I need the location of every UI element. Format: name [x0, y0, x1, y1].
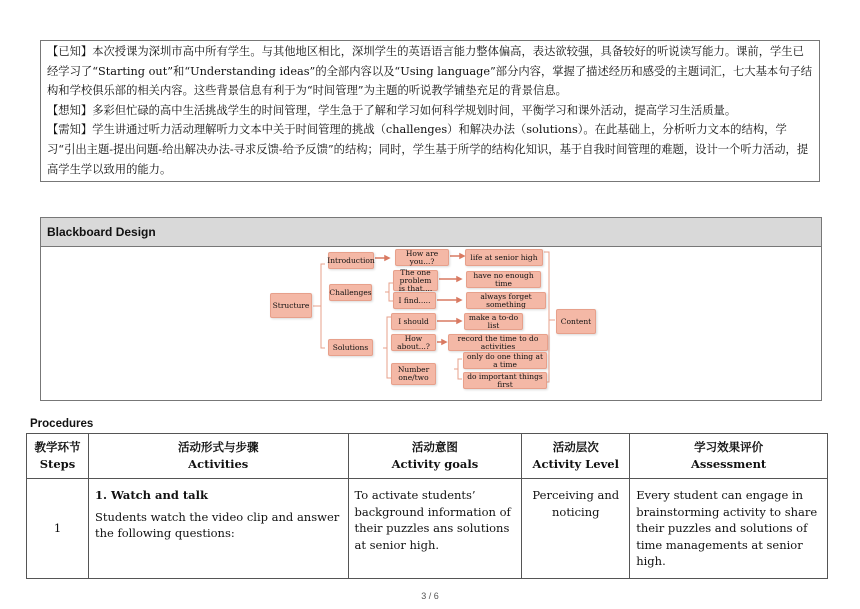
header-activities: 活动形式与步骤 Activities — [88, 434, 348, 479]
node-record-time: record the time to do activities — [448, 334, 548, 351]
number-brace — [454, 359, 462, 379]
cell-level: Perceiving and noticing — [522, 479, 630, 579]
node-introduction: Introduction — [328, 252, 374, 269]
node-always-forget: always forget something — [466, 292, 546, 309]
challenges-brace — [385, 283, 393, 301]
node-how-are-you: How are you...? — [395, 249, 449, 266]
structure-brace — [313, 264, 325, 348]
node-no-enough-time: have no enough time — [466, 271, 541, 288]
activity-title: 1. Watch and talk — [94, 488, 208, 502]
cell-step: 1 — [27, 479, 89, 579]
blackboard-design-title: Blackboard Design — [41, 218, 821, 247]
node-i-find: I find..... — [393, 292, 436, 309]
known-paragraph: 【已知】本次授课为深圳市高中所有学生。与其他地区相比，深圳学生的英语语言能力整体偏高，表达欲较强，具备较好的听说读写能力。课前，学生已经学习了“Starting out”和“Understanding ideas”的全部内容以及“Using language”部分内容，掌握了描述经历和感受的主题词汇，七大基本句子结构和学校俱乐部的相关内容。这些背景信息有利于为“时间管理”为主题的听说教学铺垫充足的背景信息。 — [47, 45, 813, 98]
table-row — [27, 479, 828, 579]
node-life-senior-high: life at senior high — [465, 249, 543, 266]
node-one-problem — [393, 267, 438, 293]
node-one-thing: only do one thing at a time — [463, 352, 547, 369]
header-steps: 教学环节 Steps — [27, 434, 89, 479]
cell-activities — [88, 479, 348, 579]
header-activity-goals: 活动意图 Activity goals — [348, 434, 522, 479]
table-header-row — [27, 434, 828, 479]
node-challenges: Challenges — [329, 284, 372, 301]
activity-text: Students watch the video clip and answer the following questions: — [94, 509, 340, 540]
cell-goal: To activate students’ background information of their puzzles ans solutions at senior high. — [348, 479, 522, 579]
want-to-know-paragraph: 【想知】多彩但忙碌的高中生活挑战学生的时间管理，学生急于了解和学习如何科学规划时间，平衡学习和课外活动，提高学习生活质量。 — [47, 103, 737, 117]
blackboard-design-section — [40, 217, 822, 401]
need-to-know-paragraph: 【需知】学生讲通过听力活动理解听力文本中关于时间管理的挑战（challenges）和解决办法（solutions）。在此基础上，分析听力文本的结构，学习“引出主题-提出问题-给出解决办法-寻求反馈-给予反馈”的结构；同时，学生基于所学的结构化知识，基于自我时间管理的难题，设计一个听力活动，提高学生学以致用的能力。 — [47, 123, 809, 176]
cell-assessment: Every student can engage in brainstorming activity to share their puzzles and solutions of time managements at senior high. — [630, 479, 828, 579]
node-one-problem-line2: is that.... — [398, 283, 433, 293]
node-how-about: How about...? — [391, 334, 436, 351]
solutions-brace — [383, 317, 391, 378]
node-number-line1: Number — [397, 365, 430, 374]
header-assessment: 学习效果评价 Assessment — [630, 434, 828, 479]
header-activity-level: 活动层次 Activity Level — [522, 434, 630, 479]
node-content: Content — [556, 309, 596, 334]
node-to-do-list: make a to-do list — [464, 313, 523, 330]
procedures-table — [26, 433, 828, 579]
node-i-should: I should — [391, 313, 436, 330]
node-number-line2: one/two — [398, 373, 429, 382]
analysis-box — [40, 40, 820, 182]
node-number-one-two — [391, 363, 436, 385]
node-one-problem-line1: The one problem — [399, 267, 432, 285]
node-solutions: Solutions — [328, 339, 373, 356]
node-important-first: do important things first — [463, 372, 547, 389]
blackboard-diagram — [41, 246, 821, 400]
procedures-title: Procedures — [30, 418, 94, 430]
page-number: 3 / 6 — [421, 591, 439, 601]
node-structure: Structure — [270, 293, 312, 318]
